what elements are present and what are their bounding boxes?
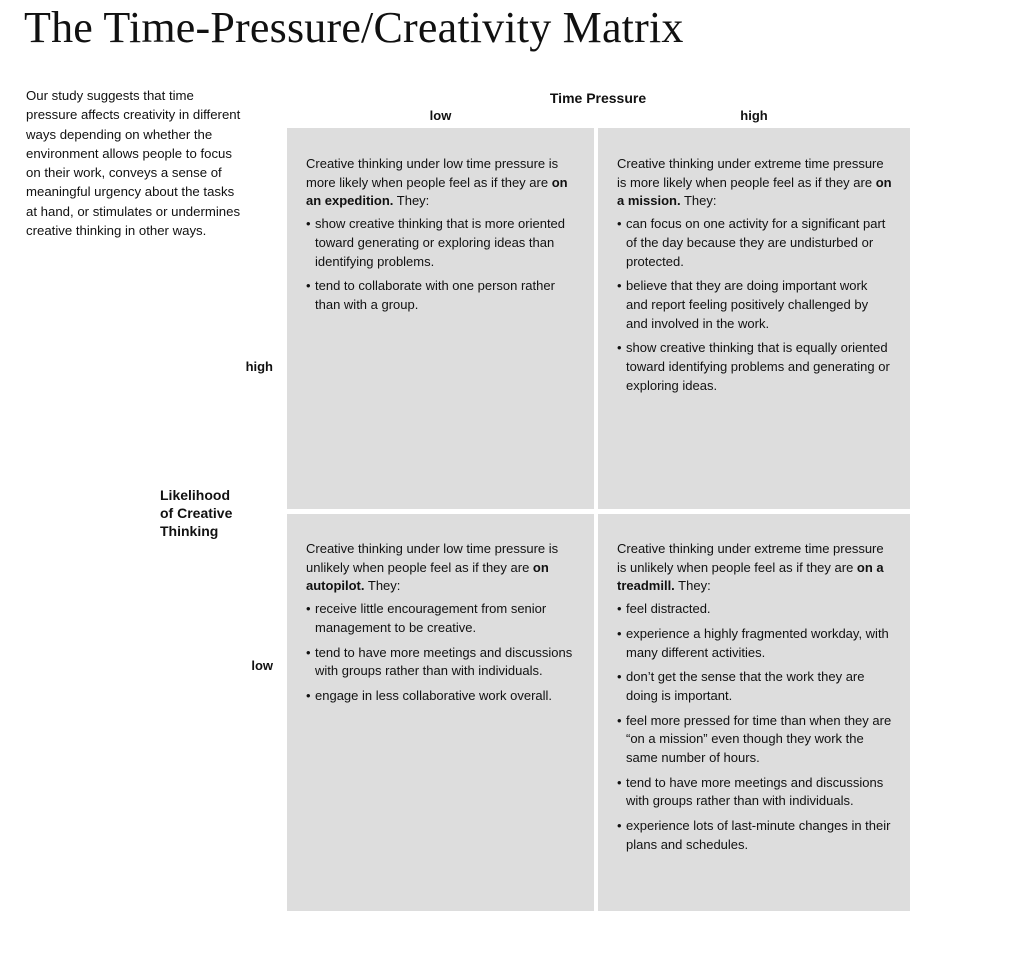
bullet-item: • tend to have more meetings and discussions with groups rather than with individuals.	[617, 774, 892, 811]
lead-tail: They:	[393, 193, 430, 209]
y-axis-title: Likelihood of Creative Thinking	[160, 487, 233, 539]
lead-keyword: on autopilot.	[306, 559, 549, 594]
bullet-item: • tend to have more meetings and discussions with groups rather than with individuals.	[306, 644, 576, 681]
quadrant-bullets	[617, 600, 892, 854]
lead-keyword: on an expedition.	[306, 174, 568, 209]
lead-text: Creative thinking under extreme time pressure is unlikely when people feel as if they are	[617, 541, 884, 575]
lead-text: Creative thinking under low time pressure is more likely when people feel as if they are	[306, 156, 559, 190]
quadrant-autopilot	[287, 514, 594, 911]
lead-text: Creative thinking under extreme time pressure is more likely when people feel as if they are	[617, 156, 884, 190]
bullet-item: • engage in less collaborative work overall.	[306, 687, 576, 706]
lead-text: Creative thinking under low time pressure is unlikely when people feel as if they are	[306, 541, 559, 575]
bullet-item: • can focus on one activity for a significant part of the day because they are undisturbed or protected.	[617, 215, 892, 271]
x-axis-high-label: high	[740, 108, 768, 123]
quadrant-mission	[598, 128, 910, 509]
bullet-item: • feel distracted.	[617, 600, 892, 619]
quadrant-bullets	[617, 215, 892, 395]
y-axis-high-label: high	[245, 359, 273, 374]
lead-keyword: on a mission.	[617, 174, 892, 209]
lead-tail: They:	[680, 193, 717, 209]
bullet-item: • show creative thinking that is more oriented toward generating or exploring ideas than identifying problems.	[306, 215, 576, 271]
quadrant-lead	[617, 540, 892, 596]
lead-tail: They:	[674, 578, 711, 594]
quadrant-expedition	[287, 128, 594, 509]
bullet-item: • show creative thinking that is equally oriented toward identifying problems and generating or exploring ideas.	[617, 339, 892, 395]
lead-tail: They:	[364, 578, 401, 594]
y-axis-low-label: low	[251, 658, 273, 673]
x-axis-title: Time Pressure	[549, 90, 647, 106]
bullet-item: • don’t get the sense that the work they are doing is important.	[617, 668, 892, 705]
lead-keyword: on a treadmill.	[617, 559, 884, 594]
intro-text: Our study suggests that time pressure affects creativity in different ways depending on whether the environment allows people to focus on their work, conveys a sense of meaningful urgency about the tasks at hand, or stimulates or undermines creative thinking in other ways.	[26, 88, 241, 239]
quadrant-lead	[306, 540, 576, 596]
bullet-item: • feel more pressed for time than when they are “on a mission” even though they work the same number of hours.	[617, 712, 892, 768]
quadrant-bullets	[306, 600, 576, 706]
bullet-item: • believe that they are doing important work and report feeling positively challenged by and involved in the work.	[617, 277, 892, 333]
quadrant-bullets	[306, 215, 576, 315]
quadrant-lead	[617, 155, 892, 211]
quadrant-treadmill	[598, 514, 910, 911]
quadrant-lead	[306, 155, 576, 211]
bullet-item: • receive little encouragement from senior management to be creative.	[306, 600, 576, 637]
bullet-item: • experience a highly fragmented workday, with many different activities.	[617, 625, 892, 662]
x-axis-low-label: low	[429, 108, 452, 123]
bullet-item: • tend to collaborate with one person rather than with a group.	[306, 277, 576, 314]
bullet-item: • experience lots of last-minute changes in their plans and schedules.	[617, 817, 892, 854]
page-title: The Time-Pressure/Creativity Matrix	[24, 3, 684, 52]
